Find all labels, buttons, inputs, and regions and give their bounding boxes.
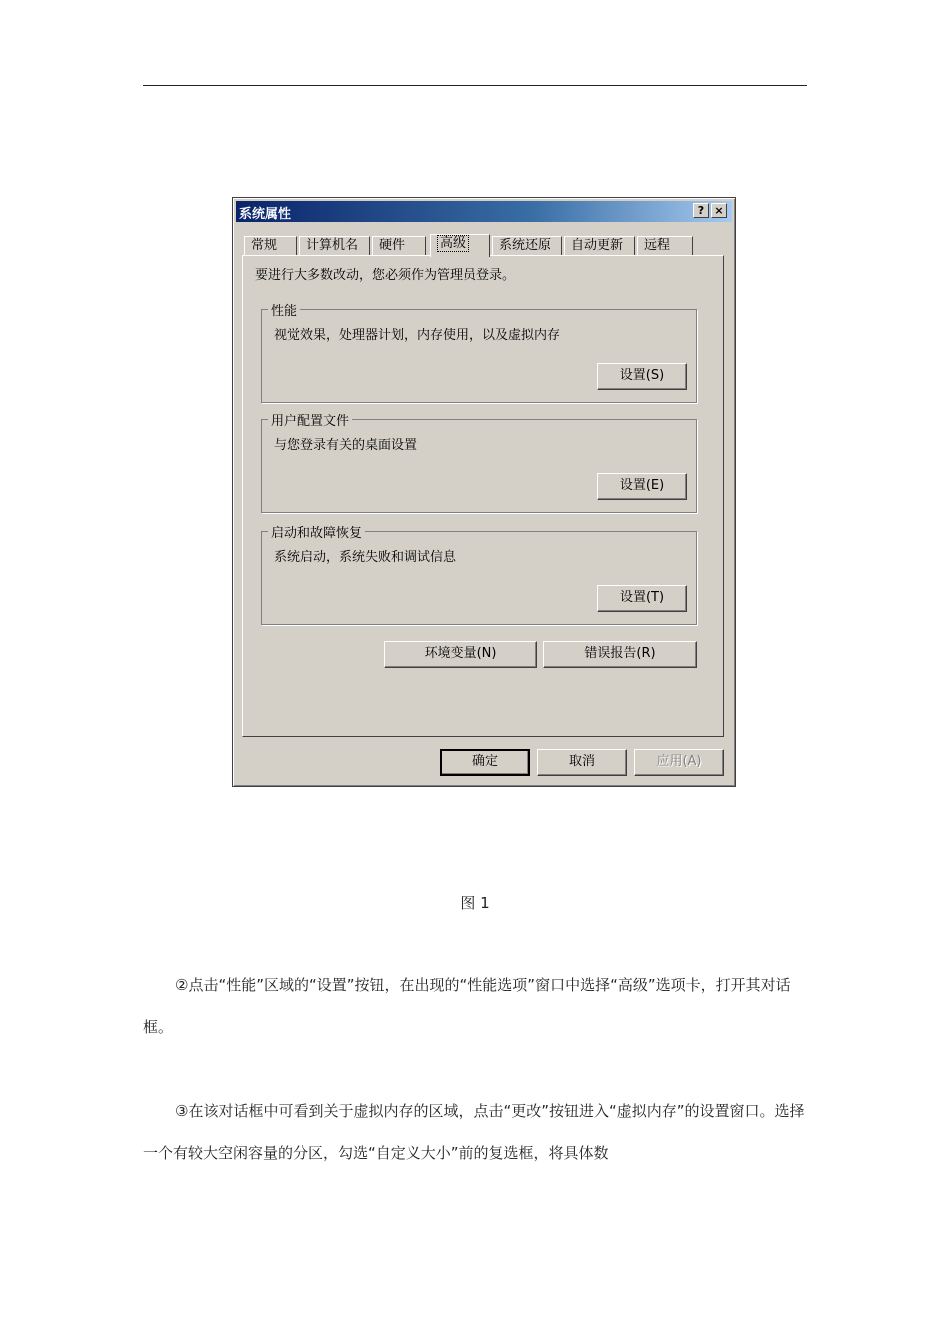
user-profiles-group	[261, 414, 697, 513]
dialog-titlebar[interactable]	[236, 201, 732, 222]
startup-recovery-settings-button[interactable]: 设置(T)	[597, 585, 687, 612]
tab-general[interactable]: 常规	[244, 236, 297, 256]
system-properties-dialog	[232, 197, 736, 787]
close-icon[interactable]: ×	[711, 203, 727, 218]
user-profiles-description: 与您登录有关的桌面设置	[274, 438, 418, 453]
cancel-button[interactable]: 取消	[537, 749, 627, 776]
environment-variables-button[interactable]: 环境变量(N)	[384, 641, 537, 668]
user-profiles-settings-button[interactable]: 设置(E)	[597, 473, 687, 500]
tab-remote[interactable]: 远程	[637, 236, 693, 256]
header-rule	[143, 85, 807, 86]
paragraph-step-3: ③在该对话框中可看到关于虚拟内存的区域，点击“更改”按钮进入“虚拟内存”的设置窗口。选择一个有较大空闲容量的分区，勾选“自定义大小”前的复选框，将具体数	[143, 1102, 805, 1162]
performance-group-title: 性能	[268, 300, 300, 319]
startup-recovery-group-title: 启动和故障恢复	[268, 522, 365, 541]
tab-automatic-updates[interactable]: 自动更新	[564, 236, 635, 256]
startup-recovery-description: 系统启动，系统失败和调试信息	[274, 550, 457, 565]
performance-group	[261, 304, 697, 403]
help-icon[interactable]: ?	[693, 203, 709, 218]
performance-settings-button[interactable]: 设置(S)	[597, 363, 687, 390]
tab-computer-name[interactable]: 计算机名	[299, 236, 370, 256]
user-profiles-group-title: 用户配置文件	[268, 410, 352, 429]
performance-description: 视觉效果，处理器计划，内存使用，以及虚拟内存	[274, 328, 561, 343]
paragraph-step-2: ②点击“性能”区域的“设置”按钮，在出现的“性能选项”窗口中选择“高级”选项卡，打开其对话框。	[143, 976, 791, 1036]
tab-system-restore[interactable]: 系统还原	[492, 236, 562, 256]
admin-notice: 要进行大多数改动，您必须作为管理员登录。	[255, 268, 516, 283]
apply-button[interactable]: 应用(A)	[634, 749, 724, 776]
startup-recovery-group	[261, 526, 697, 625]
ok-button[interactable]: 确定	[440, 749, 530, 776]
dialog-title: 系统属性	[239, 207, 292, 222]
tab-hardware[interactable]: 硬件	[372, 236, 426, 256]
figure-caption: 图 1	[460, 894, 490, 912]
tab-advanced[interactable]: 高级	[430, 234, 490, 257]
error-reporting-button[interactable]: 错误报告(R)	[543, 641, 697, 668]
